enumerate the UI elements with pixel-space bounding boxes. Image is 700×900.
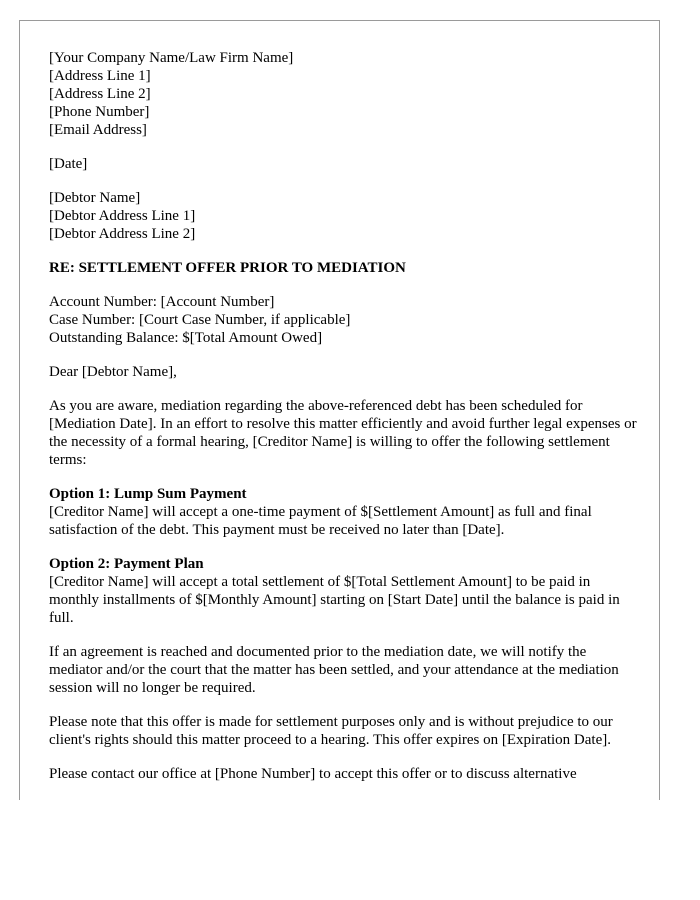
account-number: Account Number: [Account Number]: [49, 294, 275, 310]
letter-page: [19, 20, 660, 800]
spacer: [49, 381, 639, 397]
sender-phone: [Phone Number]: [49, 104, 150, 120]
salutation: Dear [Debtor Name],: [49, 364, 177, 380]
agreement-paragraph: If an agreement is reached and documented prior to the mediation date, we will notify the mediator and/or the court that the matter has been settled, and your attendance at the mediation session will no longer be required.: [49, 644, 619, 696]
sender-address-line-1: [Address Line 1]: [49, 68, 151, 84]
option-2-body: [Creditor Name] will accept a total settlement of $[Total Settlement Amount] to be paid in monthly installments of $[Monthly Amount] starting on [Start Date] until the balance is paid in full.: [49, 574, 620, 626]
spacer: [49, 539, 639, 555]
spacer: [49, 173, 639, 189]
subject-line: RE: SETTLEMENT OFFER PRIOR TO MEDIATION: [49, 260, 406, 276]
sender-address-line-2: [Address Line 2]: [49, 86, 151, 102]
option-1-title: Option 1: Lump Sum Payment: [49, 486, 247, 502]
prejudice-paragraph: Please note that this offer is made for settlement purposes only and is without prejudice to our client's rights should this matter proceed to a hearing. This offer expires on [Expiration Date].: [49, 714, 613, 748]
letter-date: [Date]: [49, 156, 88, 172]
intro-paragraph: As you are aware, mediation regarding the above-referenced debt has been scheduled for [Mediation Date]. In an effort to resolve this matter efficiently and avoid further legal expenses or the necessity of a formal hearing, [Creditor Name] is willing to offer the following settlement terms:: [49, 398, 637, 468]
spacer: [49, 347, 639, 363]
sender-company: [Your Company Name/Law Firm Name]: [49, 50, 294, 66]
recipient-name: [Debtor Name]: [49, 190, 141, 206]
sender-email: [Email Address]: [49, 122, 147, 138]
recipient-address-line-1: [Debtor Address Line 1]: [49, 208, 196, 224]
spacer: [49, 697, 639, 713]
spacer: [49, 627, 639, 643]
contact-paragraph: Please contact our office at [Phone Number] to accept this offer or to discuss alternative: [49, 766, 577, 782]
option-2-title: Option 2: Payment Plan: [49, 556, 204, 572]
spacer: [49, 139, 639, 155]
spacer: [49, 749, 639, 765]
case-number: Case Number: [Court Case Number, if applicable]: [49, 312, 351, 328]
letter-content: [49, 49, 639, 783]
spacer: [49, 469, 639, 485]
spacer: [49, 277, 639, 293]
spacer: [49, 243, 639, 259]
outstanding-balance: Outstanding Balance: $[Total Amount Owed]: [49, 330, 323, 346]
option-1-body: [Creditor Name] will accept a one-time payment of $[Settlement Amount] as full and final satisfaction of the debt. This payment must be received no later than [Date].: [49, 504, 592, 538]
recipient-address-line-2: [Debtor Address Line 2]: [49, 226, 196, 242]
